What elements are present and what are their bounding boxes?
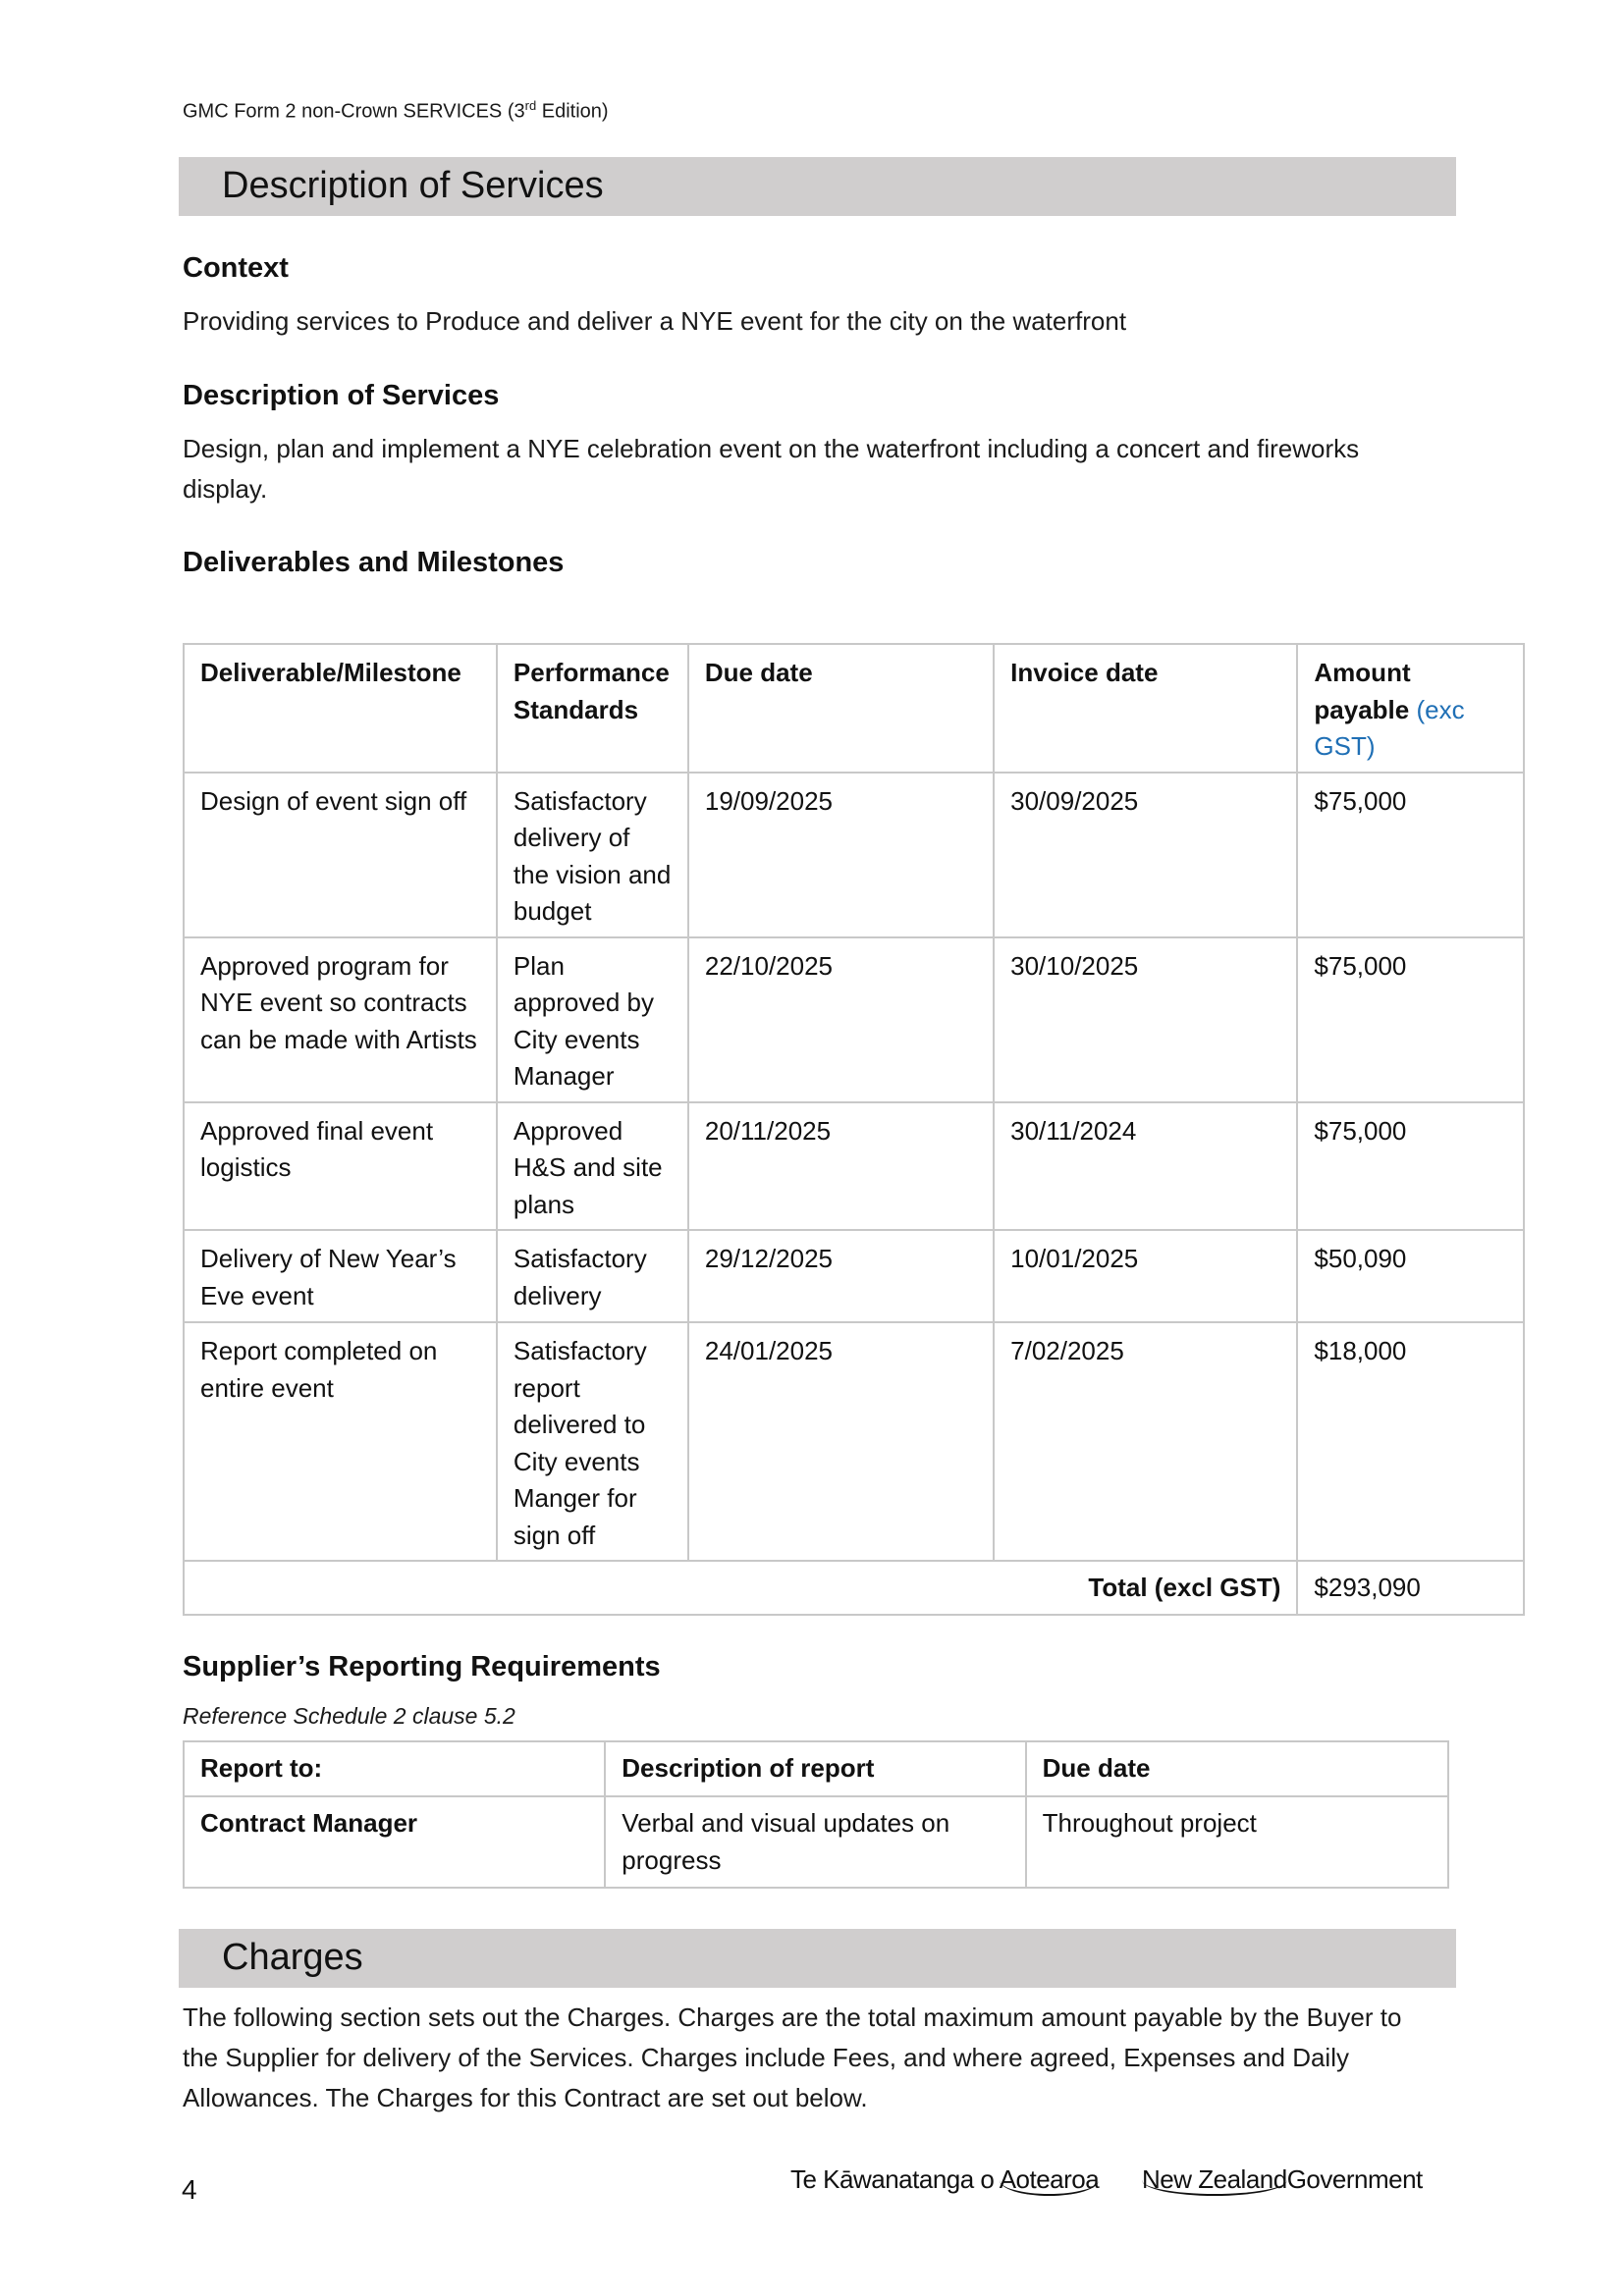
col-header-amount: Amount payable (exc GST): [1297, 644, 1524, 773]
table-row: [184, 773, 1524, 937]
cell-invoice: 30/10/2025: [994, 937, 1297, 1102]
cell-description: Verbal and visual updates on progress: [605, 1796, 1025, 1888]
reporting-table: [183, 1740, 1449, 1889]
col-header-due-date: Due date: [1026, 1741, 1448, 1796]
cell-invoice: 30/09/2025: [994, 773, 1297, 937]
cell-invoice: 10/01/2025: [994, 1230, 1297, 1322]
total-row: [184, 1561, 1524, 1615]
section-title-charges: Charges: [222, 1937, 363, 1978]
cell-deliverable: Approved program for NYE event so contracts can be made with Artists: [184, 937, 497, 1102]
col-header-deliverable: Deliverable/Milestone: [184, 644, 497, 773]
cell-invoice: 7/02/2025: [994, 1322, 1297, 1561]
context-heading: Context: [183, 252, 289, 284]
table-row: [184, 937, 1524, 1102]
cell-amount: $75,000: [1297, 937, 1524, 1102]
logo-te-kawanatanga: Te Kāwanatanga o Aotearoa: [790, 2164, 1100, 2194]
cell-amount: $50,090: [1297, 1230, 1524, 1322]
charges-text: The following section sets out the Charges. Charges are the total maximum amount payable by the Buyer to the Supplier for delivery of the Services. Charges include Fees, and where agreed, Expenses and Daily Allowances. The Charges for this Contract are set out below.: [183, 2002, 1402, 2112]
col-header-report-to: Report to:: [184, 1741, 605, 1796]
reporting-heading: Supplier’s Reporting Requirements: [183, 1651, 661, 1682]
col-header-performance: Performance Standards: [497, 644, 688, 773]
cell-standard: Satisfactory delivery: [497, 1230, 688, 1322]
cell-deliverable: Report completed on entire event: [184, 1322, 497, 1561]
running-header-edition: Edition): [536, 100, 609, 123]
col-header-description: Description of report: [605, 1741, 1025, 1796]
section-band-description: [179, 157, 1456, 216]
section-band-charges: [179, 1929, 1456, 1988]
cell-amount: $75,000: [1297, 773, 1524, 937]
table-row: [184, 1796, 1448, 1888]
cell-due: 19/09/2025: [688, 773, 994, 937]
table-row: [184, 1102, 1524, 1231]
cell-report-to: Contract Manager: [184, 1796, 605, 1888]
table-row: [184, 1322, 1524, 1561]
cell-standard: Approved H&S and site plans: [497, 1102, 688, 1231]
cell-deliverable: Design of event sign off: [184, 773, 497, 937]
running-header-superscript: rd: [524, 98, 537, 113]
cell-amount: $75,000: [1297, 1102, 1524, 1231]
context-text: Providing services to Produce and deliver a NYE event for the city on the waterfront: [183, 306, 1127, 336]
cell-due: Throughout project: [1026, 1796, 1448, 1888]
cell-due: 24/01/2025: [688, 1322, 994, 1561]
cell-deliverable: Approved final event logistics: [184, 1102, 497, 1231]
cell-invoice: 30/11/2024: [994, 1102, 1297, 1231]
deliverables-header-row: [184, 644, 1524, 773]
cell-standard: Satisfactory report delivered to City events Manger for sign off: [497, 1322, 688, 1561]
deliverables-heading: Deliverables and Milestones: [183, 547, 565, 578]
cell-amount: $18,000: [1297, 1322, 1524, 1561]
gst-note: (exc GST): [1314, 694, 1465, 761]
cell-due: 29/12/2025: [688, 1230, 994, 1322]
page-number: 4: [182, 2174, 197, 2205]
table-row: [184, 1230, 1524, 1322]
running-header-title: GMC Form 2 non-Crown SERVICES (3: [183, 100, 525, 123]
cell-deliverable: Delivery of New Year’s Eve event: [184, 1230, 497, 1322]
cell-standard: Plan approved by City events Manager: [497, 937, 688, 1102]
total-value: $293,090: [1297, 1561, 1524, 1615]
section-title-description: Description of Services: [222, 165, 604, 206]
cell-due: 22/10/2025: [688, 937, 994, 1102]
deliverables-table: [183, 643, 1525, 1616]
running-header: [183, 98, 609, 124]
col-header-due-date: Due date: [688, 644, 994, 773]
col-header-invoice-date: Invoice date: [994, 644, 1297, 773]
cell-standard: Satisfactory delivery of the vision and budget: [497, 773, 688, 937]
reporting-header-row: [184, 1741, 1448, 1796]
description-heading: Description of Services: [183, 380, 500, 411]
total-label: Total (excl GST): [184, 1561, 1297, 1615]
logo-nz-government: New ZealandGovernment: [1142, 2164, 1423, 2194]
cell-due: 20/11/2025: [688, 1102, 994, 1231]
reporting-reference: Reference Schedule 2 clause 5.2: [183, 1703, 515, 1729]
description-text: Design, plan and implement a NYE celebration event on the waterfront including a concert and fireworks display.: [183, 434, 1360, 504]
